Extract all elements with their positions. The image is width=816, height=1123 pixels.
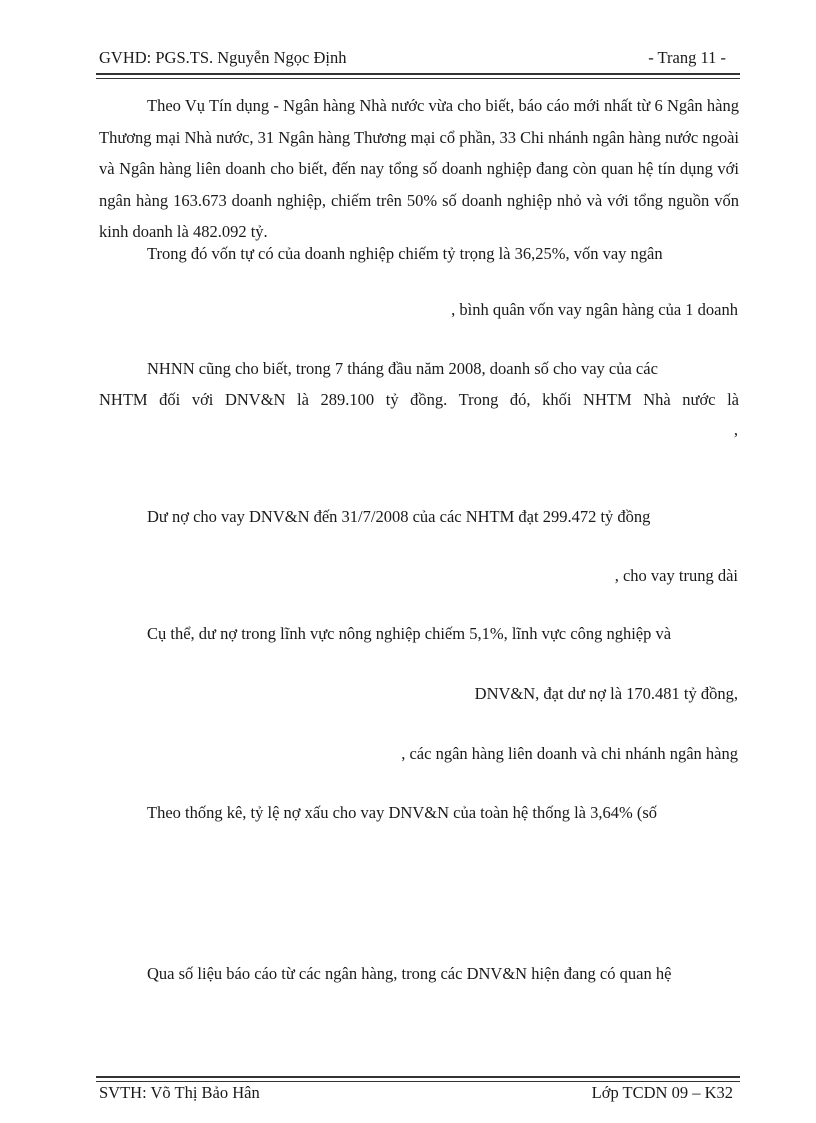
paragraph-7-line-1: Qua số liệu báo cáo từ các ngân hàng, trong các DNV&N hiện đang có quan hệ <box>147 964 672 983</box>
header-page-number: - Trang 11 - <box>648 48 726 67</box>
footer-student: SVTH: Võ Thị Bảo Hân <box>99 1083 260 1102</box>
paragraph-3-line-2: NHTM đối với DNV&N là 289.100 tỷ đồng. Trong đó, khối NHTM Nhà nước là <box>99 390 739 409</box>
paragraph-1: Theo Vụ Tín dụng - Ngân hàng Nhà nước vừa cho biết, báo cáo mới nhất từ 6 Ngân hàng Thương mại Nhà nước, 31 Ngân hàng Thương mại cổ phần, 33 Chi nhánh ngân hàng nước ngoài và Ngân hàng liên doanh cho biết, đến nay tổng số doanh nghiệp đang còn quan hệ tín dụng với ngân hàng 163.673 doanh nghiệp, chiếm trên 50% số doanh nghiệp nhỏ và với tổng nguồn vốn kinh doanh là 482.092 tỷ. <box>99 96 739 241</box>
paragraph-2-line-1: Trong đó vốn tự có của doanh nghiệp chiếm tỷ trọng là 36,25%, vốn vay ngân <box>147 244 663 263</box>
footer-rule <box>96 1076 740 1082</box>
header-supervisor: GVHD: PGS.TS. Nguyễn Ngọc Định <box>99 48 347 67</box>
paragraph-4-line-3: , cho vay trung dài <box>614 566 738 585</box>
paragraph-5-line-1: Cụ thể, dư nợ trong lĩnh vực nông nghiệp chiếm 5,1%, lĩnh vực công nghiệp và <box>147 624 672 643</box>
paragraph-5-line-5: , các ngân hàng liên doanh và chi nhánh ngân hàng <box>401 744 738 763</box>
footer-class: Lớp TCDN 09 – K32 <box>591 1083 733 1102</box>
paragraph-3-line-3: , <box>733 420 738 439</box>
paragraph-2-line-3: , bình quân vốn vay ngân hàng của 1 doanh <box>451 300 738 319</box>
header-rule <box>96 73 740 79</box>
paragraph-5-line-3: DNV&N, đạt dư nợ là 170.481 tỷ đồng, <box>474 684 738 703</box>
paragraph-3-line-1: NHNN cũng cho biết, trong 7 tháng đầu năm 2008, doanh số cho vay của các <box>147 359 658 378</box>
paragraph-4-line-1: Dư nợ cho vay DNV&N đến 31/7/2008 của các NHTM đạt 299.472 tỷ đồng <box>147 507 651 526</box>
paragraph-6-line-1: Theo thống kê, tỷ lệ nợ xấu cho vay DNV&N của toàn hệ thống là 3,64% (số <box>147 803 658 822</box>
